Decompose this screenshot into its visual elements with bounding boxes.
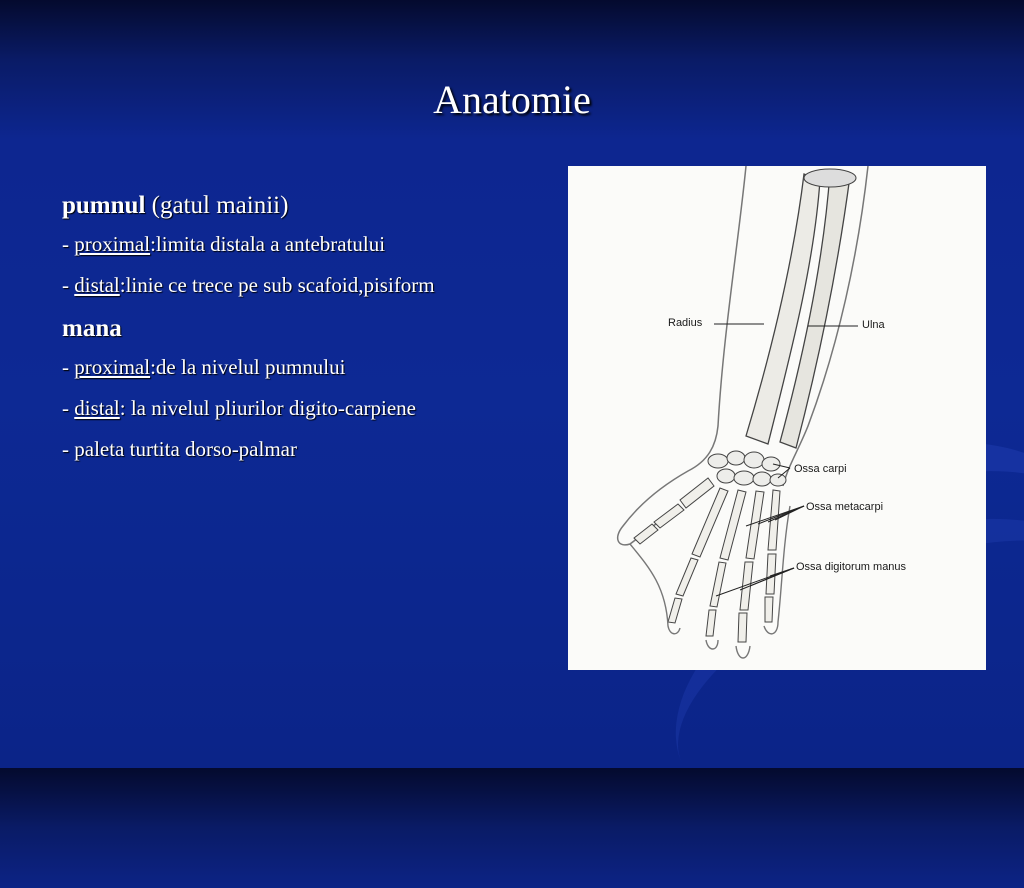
item-term: proximal xyxy=(74,232,151,256)
skeleton-drawing xyxy=(568,166,986,670)
list-item xyxy=(62,352,562,382)
forearm-hand-illustration xyxy=(568,166,986,670)
label-ossa-digitorum: Ossa digitorum manus xyxy=(796,561,907,573)
item-prefix: - xyxy=(62,273,75,297)
finger-bones xyxy=(668,488,780,642)
section-heading-mana xyxy=(62,311,562,347)
item-text: : la nivelul pliurilor digito-carpiene xyxy=(119,396,416,420)
item-term: distal xyxy=(74,273,120,297)
item-text: :linie ce trece pe sub scafoid,pisiform xyxy=(119,273,435,297)
item-text: :limita distala a antebratului xyxy=(150,232,386,256)
list-item xyxy=(62,434,562,464)
item-prefix: - xyxy=(62,355,75,379)
label-radius: Radius xyxy=(668,317,703,329)
slide-content xyxy=(62,188,562,475)
heading-bold: mana xyxy=(62,315,122,342)
list-item xyxy=(62,270,562,300)
carpal-bones xyxy=(708,451,786,486)
label-ulna: Ulna xyxy=(862,319,885,331)
item-prefix: - xyxy=(62,232,75,256)
heading-bold: pumnul xyxy=(62,192,146,219)
label-ossa-metacarpi: Ossa metacarpi xyxy=(806,501,884,513)
list-item xyxy=(62,229,562,259)
item-prefix: - xyxy=(62,396,75,420)
item-text: :de la nivelul pumnului xyxy=(150,355,346,379)
radius-bone xyxy=(746,174,820,444)
slide-title: Anatomie xyxy=(433,77,591,122)
list-item xyxy=(62,393,562,423)
item-term: proximal xyxy=(74,355,151,379)
item-text: - paleta turtita dorso-palmar xyxy=(62,437,297,461)
elbow-joint xyxy=(804,169,856,187)
heading-rest: (gatul mainii) xyxy=(145,192,289,219)
label-ossa-carpi: Ossa carpi xyxy=(794,463,847,475)
section-heading-pumnul xyxy=(62,188,562,224)
item-term: distal xyxy=(74,396,120,420)
forearm-outline xyxy=(618,166,746,545)
